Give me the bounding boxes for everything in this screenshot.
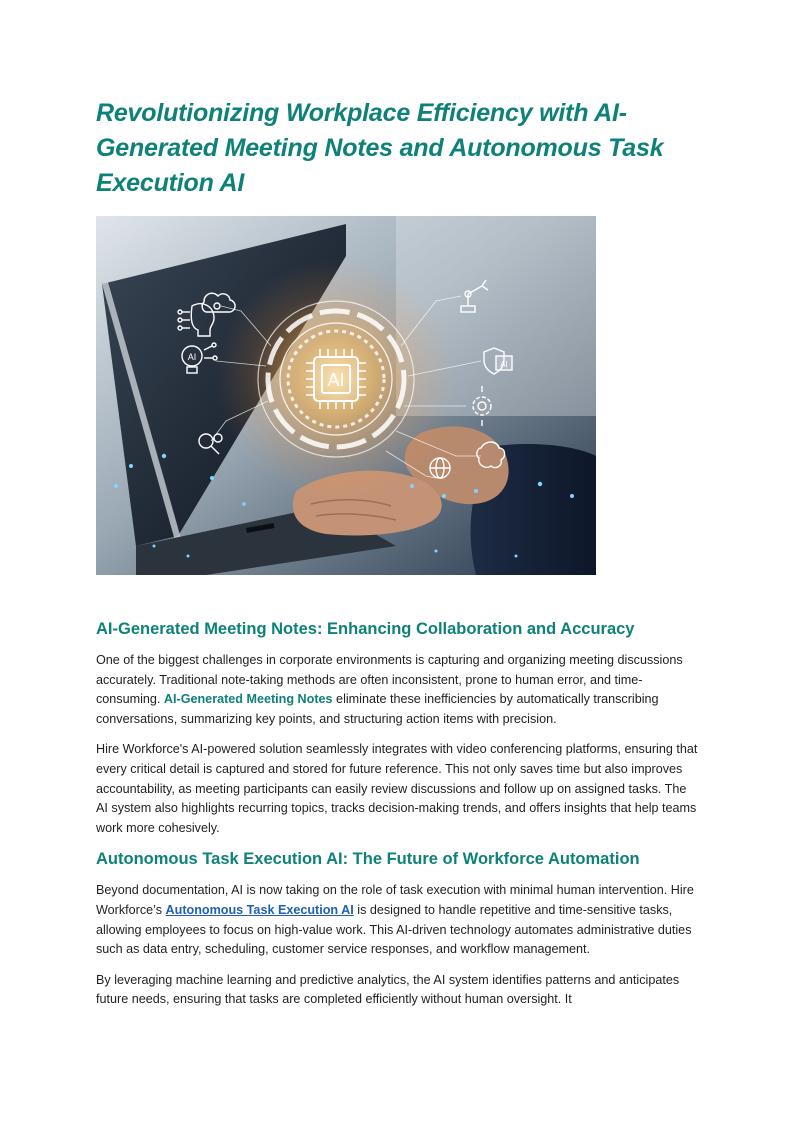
article-title: Revolutionizing Workplace Efficiency with AI-Generated Meeting Notes and Autonomous Task Execution AI [96, 99, 664, 197]
article [96, 96, 700, 1010]
hero-image [96, 216, 596, 575]
paragraph-task-execution-intro [96, 881, 700, 959]
text-span: Beyond documentation, AI is now taking on the role of task execution with minimal human intervention. Hire Workforce’s [96, 883, 694, 917]
paragraph-meeting-notes-intro [96, 651, 700, 729]
text-span: eliminate these inefficiencies by automatically transcribing conversations, summarizing key points, and structuring action items with precision. [96, 692, 659, 726]
shield-badge-label: AI [500, 360, 508, 369]
section-heading-autonomous-task: Autonomous Task Execution AI: The Future of Workforce Automation [96, 850, 640, 869]
text-span: One of the biggest challenges in corporate environments is capturing and organizing meeting discussions accurately. Traditional note-taking methods are often inconsistent, prone to human error, and time-consuming. [96, 653, 683, 707]
autonomous-task-execution-link[interactable]: Autonomous Task Execution AI [165, 902, 354, 917]
highlight-ai-generated-meeting-notes: AI-Generated Meeting Notes [163, 692, 333, 707]
section-heading-meeting-notes: AI-Generated Meeting Notes: Enhancing Collaboration and Accuracy [96, 620, 635, 638]
paragraph-hire-workforce-solution: Hire Workforce's AI-powered solution seamlessly integrates with video conferencing platforms, ensuring that every critical detail is captured and stored for future reference. This not only saves time but also improves accountability, as meeting participants can easily review discussions and follow up on assigned tasks. The AI system also highlights recurring topics, tracks decision-making trends, and offers insights that help teams work more cohesively. [96, 742, 698, 835]
chip-label: AI [327, 370, 345, 390]
paragraph-machine-learning: By leveraging machine learning and predictive analytics, the AI system identifies patterns and anticipates future needs, ensuring that tasks are completed efficiently without human oversight. It [96, 972, 680, 1007]
text-span: is designed to handle repetitive and time-sensitive tasks, allowing employees to focus on high-value work. This AI-driven technology automates administrative duties such as data entry, scheduling, customer service responses, and workflow management. [96, 902, 692, 957]
svg-text:AI: AI [187, 352, 197, 362]
chip-icon [306, 349, 366, 409]
